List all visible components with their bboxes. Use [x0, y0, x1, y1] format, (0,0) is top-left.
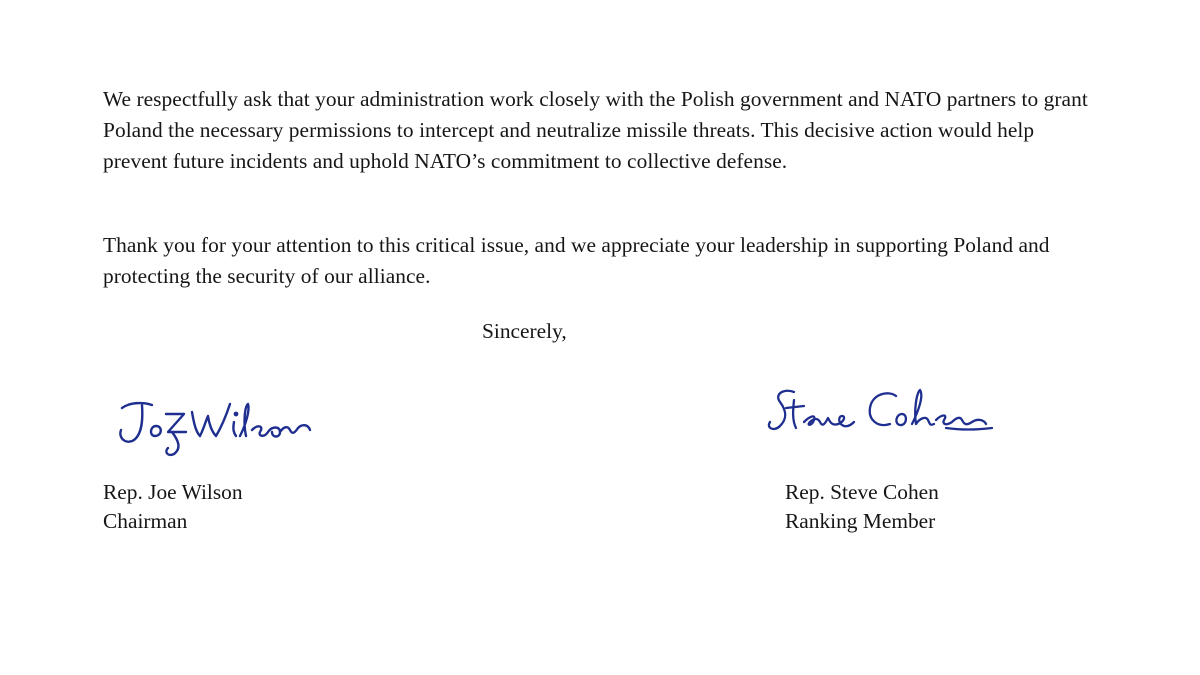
signer-block-wilson: [103, 478, 243, 536]
letter-paragraph-request: We respectfully ask that your administration work closely with the Polish government and NATO partners to grant Poland the necessary permissions to intercept and neutralize missile threats. This decisive action would help prevent future incidents and uphold NATO’s commitment to collective defense.: [103, 87, 1088, 173]
signer-block-cohen: [785, 478, 939, 536]
signer-name: Rep. Joe Wilson: [103, 480, 243, 504]
letter-closing: Sincerely,: [482, 319, 567, 343]
signer-name: Rep. Steve Cohen: [785, 480, 939, 504]
signature-joe-wilson: [112, 390, 322, 465]
signer-title: Chairman: [103, 509, 188, 533]
signer-title: Ranking Member: [785, 509, 936, 533]
signature-steve-cohen: [760, 378, 1000, 453]
letter-paragraph-thanks: Thank you for your attention to this critical issue, and we appreciate your leadership in supporting Poland and protecting the security of our alliance.: [103, 233, 1050, 288]
